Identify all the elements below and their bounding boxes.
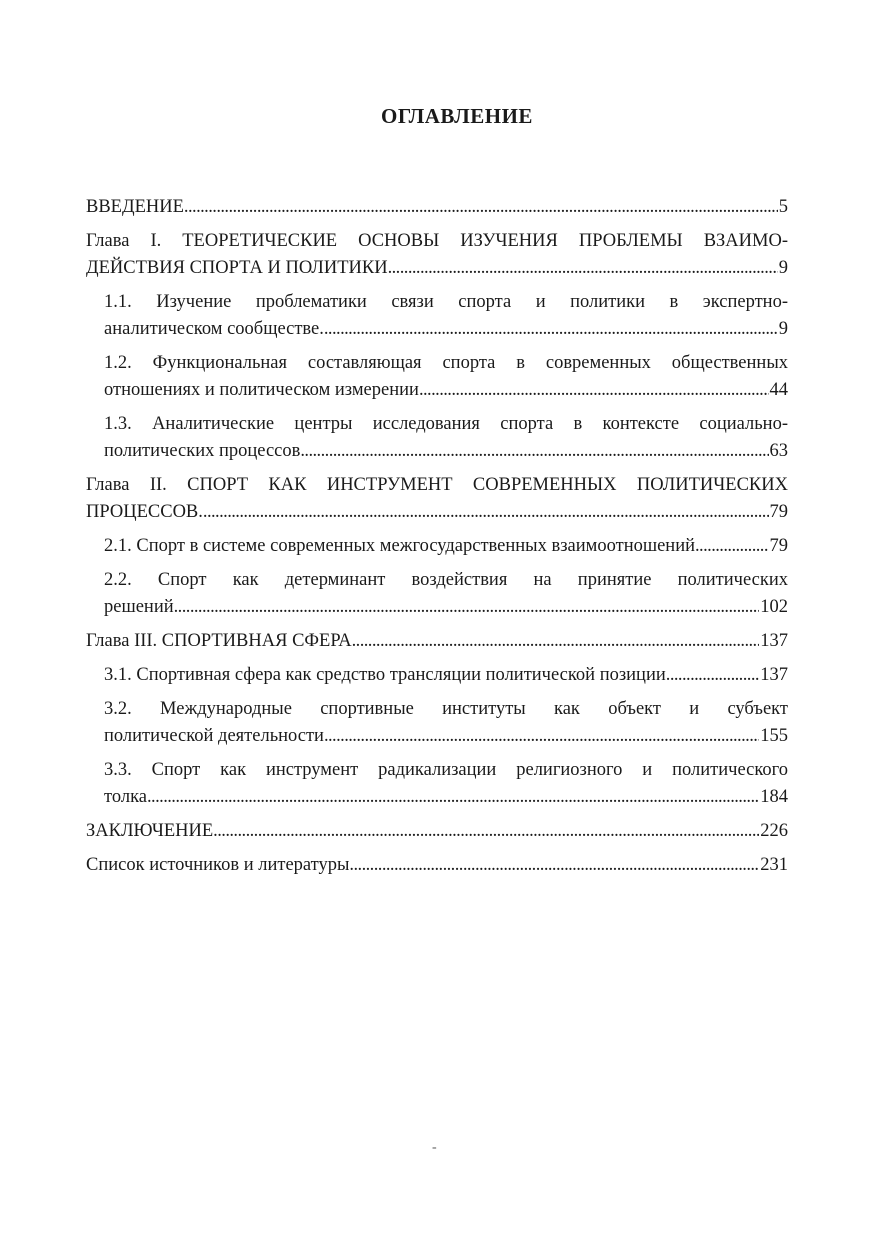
- dot-leader: [147, 784, 759, 811]
- dot-leader: [388, 255, 778, 282]
- dot-leader: [324, 723, 759, 750]
- toc-entry-leader-line: [104, 723, 788, 750]
- toc-entry-leader-line: [86, 628, 788, 655]
- toc-page-number: 184: [760, 787, 788, 807]
- toc-chapter-entry[interactable]: [86, 194, 788, 221]
- toc-entry-line: 3.3. Спорт как инструмент радикализации религиозного и политического: [104, 760, 788, 780]
- toc-page-number: 5: [778, 197, 788, 217]
- toc-page-number: 9: [778, 258, 788, 278]
- toc-page-number: 155: [760, 726, 788, 746]
- toc-entry-leader-line: [104, 594, 788, 621]
- toc-entry-text: ВВЕДЕНИЕ: [86, 197, 184, 217]
- toc-subsection-entry[interactable]: [86, 350, 788, 404]
- toc-entry-line: 2.2. Спорт как детерминант воздействия на принятие политических: [104, 570, 788, 590]
- toc-title: ОГЛАВЛЕНИЕ: [381, 104, 533, 128]
- toc-entry-line: 1.1. Изучение проблематики связи спорта и политики в экспертно-: [104, 292, 788, 312]
- dot-leader: [300, 438, 768, 465]
- toc-subsection-entry[interactable]: [86, 411, 788, 465]
- toc-entry-leader-line: [104, 533, 788, 560]
- toc-subsection-entry[interactable]: [86, 662, 788, 689]
- toc-page-number: 137: [760, 631, 788, 651]
- toc-subsection-entry[interactable]: [86, 696, 788, 750]
- dot-leader: [695, 533, 769, 560]
- dot-leader: [419, 377, 769, 404]
- toc-entry-text: толка: [104, 787, 147, 807]
- toc-subsection-entry[interactable]: [86, 289, 788, 343]
- toc-entry-text: политических процессов: [104, 441, 301, 461]
- dot-leader: [213, 818, 759, 845]
- toc-entry-leader-line: [86, 499, 788, 526]
- toc-entry-text: ПРОЦЕССОВ.: [86, 502, 203, 522]
- toc-subsection-entry[interactable]: [86, 567, 788, 621]
- dot-leader: [666, 662, 759, 689]
- toc-page-number: 102: [760, 597, 788, 617]
- toc-entry-text: ЗАКЛЮЧЕНИЕ: [86, 821, 214, 841]
- toc-chapter-entry[interactable]: [86, 228, 788, 282]
- toc-subsection-entry[interactable]: [86, 533, 788, 560]
- dot-leader: [203, 499, 769, 526]
- toc-entry-text: политической деятельности: [104, 726, 324, 746]
- toc-entry-text: решений: [104, 597, 174, 617]
- toc-page-number: 137: [760, 665, 788, 685]
- toc-entry-text: 2.1. Спорт в системе современных межгосударственных взаимоотношений: [104, 536, 695, 556]
- toc-entry-leader-line: [104, 316, 788, 343]
- toc-page-number: 79: [769, 536, 788, 556]
- toc-chapter-entry[interactable]: [86, 818, 788, 845]
- toc-entry-line: Глава I. ТЕОРЕТИЧЕСКИЕ ОСНОВЫ ИЗУЧЕНИЯ ПРОБЛЕМЫ ВЗАИМО-: [86, 231, 788, 251]
- toc-entry-text: 3.1. Спортивная сфера как средство трансляции политической позиции: [104, 665, 666, 685]
- toc-entry-text: Список источников и литературы: [86, 855, 350, 875]
- table-of-contents: [86, 194, 788, 886]
- toc-entry-leader-line: [86, 852, 788, 879]
- toc-entry-leader-line: [104, 377, 788, 404]
- toc-entry-text: аналитическом сообществе.: [104, 319, 324, 339]
- page-footer-mark: -: [432, 1140, 437, 1155]
- toc-entry-line: Глава II. СПОРТ КАК ИНСТРУМЕНТ СОВРЕМЕННЫХ ПОЛИТИЧЕСКИХ: [86, 475, 788, 495]
- toc-entry-text: ДЕЙСТВИЯ СПОРТА И ПОЛИТИКИ: [86, 258, 388, 278]
- toc-entry-line: 1.3. Аналитические центры исследования спорта в контексте социально-: [104, 414, 788, 434]
- toc-entry-leader-line: [86, 194, 788, 221]
- toc-entry-line: 3.2. Международные спортивные институты как объект и субъект: [104, 699, 788, 719]
- toc-entry-leader-line: [104, 438, 788, 465]
- toc-entry-text: отношениях и политическом измерении: [104, 380, 419, 400]
- dot-leader: [324, 316, 778, 343]
- toc-page-number: 231: [760, 855, 788, 875]
- dot-leader: [352, 628, 760, 655]
- toc-chapter-entry[interactable]: [86, 852, 788, 879]
- toc-entry-leader-line: [86, 818, 788, 845]
- toc-entry-leader-line: [104, 662, 788, 689]
- toc-chapter-entry[interactable]: [86, 628, 788, 655]
- toc-entry-leader-line: [86, 255, 788, 282]
- toc-entry-line: 1.2. Функциональная составляющая спорта в современных общественных: [104, 353, 788, 373]
- toc-entry-leader-line: [104, 784, 788, 811]
- toc-page-number: 9: [778, 319, 788, 339]
- dot-leader: [349, 852, 759, 879]
- toc-page-number: 79: [769, 502, 788, 522]
- toc-chapter-entry[interactable]: [86, 472, 788, 526]
- toc-entry-text: Глава III. СПОРТИВНАЯ СФЕРА: [86, 631, 352, 651]
- toc-page-number: 226: [760, 821, 788, 841]
- toc-page-number: 63: [769, 441, 788, 461]
- dot-leader: [174, 594, 760, 621]
- toc-subsection-entry[interactable]: [86, 757, 788, 811]
- dot-leader: [184, 194, 778, 221]
- toc-page-number: 44: [769, 380, 788, 400]
